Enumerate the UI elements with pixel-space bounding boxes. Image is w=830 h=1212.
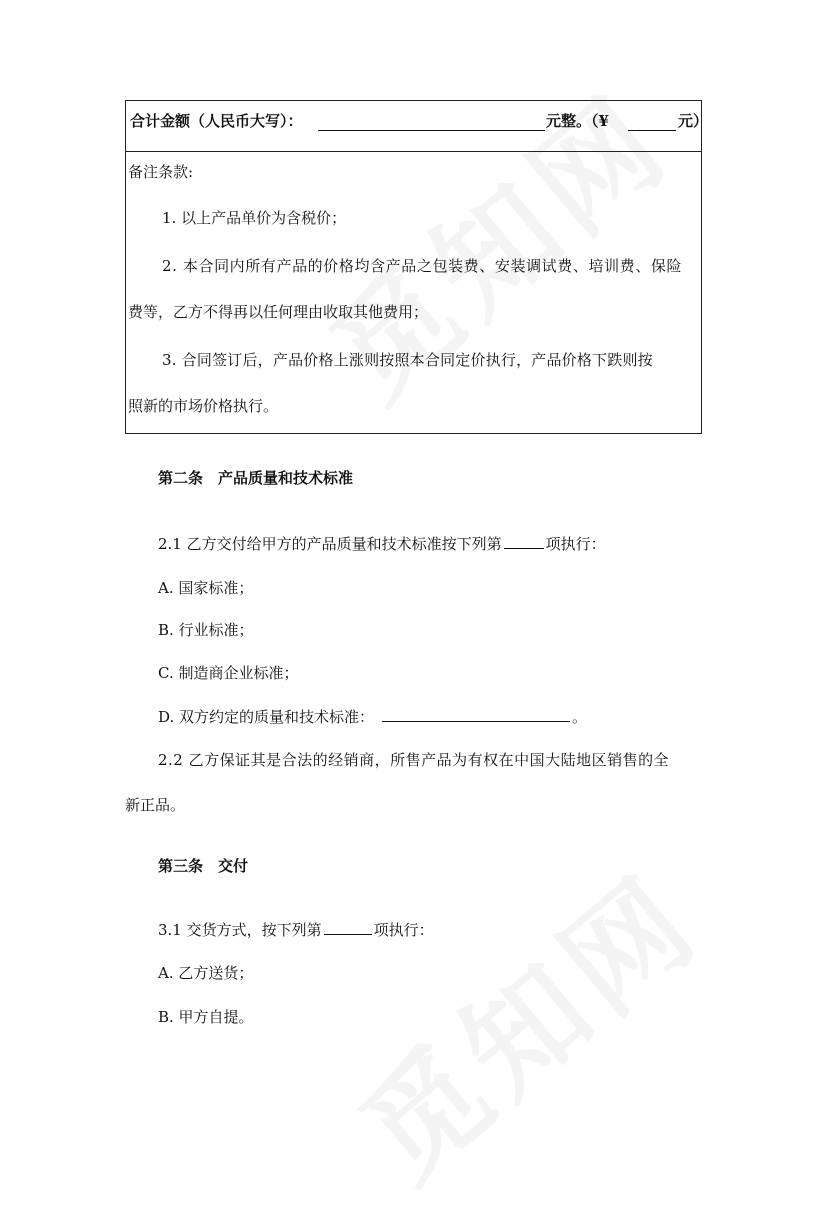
remark-2-cont: 费等，乙方不得再以任何理由收取其他费用； [128, 303, 429, 321]
option-a: A. 国家标准； [158, 579, 254, 597]
pricing-table [125, 100, 709, 434]
total-amount-words-blank[interactable] [318, 130, 545, 131]
total-amount-yen-blank[interactable] [628, 130, 676, 131]
total-amount-end: 元） [678, 112, 709, 130]
remark-3-cont: 照新的市场价格执行。 [128, 397, 279, 415]
clause-2-2-cont: 新正品。 [125, 796, 186, 814]
total-amount-label: 合计金额（人民币大写）： [130, 112, 303, 130]
clause-2-1 [158, 533, 606, 554]
total-amount-suffix: 元整。（¥ [546, 112, 609, 130]
watermark-bottom [320, 829, 729, 1211]
clause-2-1-text-end: 项执行： [545, 535, 606, 553]
delivery-option-a: A. 乙方送货； [158, 964, 254, 982]
total-amount-row [126, 101, 709, 152]
clause-3-1-text: 3.1 交货方式，按下列第 [158, 921, 322, 939]
article-3-title: 第三条 交付 [158, 857, 249, 875]
clause-3-1 [158, 919, 434, 940]
clause-2-1-blank[interactable] [504, 548, 544, 549]
remark-1: 1. 以上产品单价为含税价； [162, 209, 347, 227]
clause-3-1-text-end: 项执行： [373, 921, 434, 939]
delivery-option-b: B. 甲方自提。 [158, 1008, 254, 1026]
clause-2-1-text: 2.1 乙方交付给甲方的产品质量和技术标准按下列第 [158, 535, 502, 553]
article-2-title: 第二条 产品质量和技术标准 [158, 469, 354, 487]
option-d-text: D. 双方约定的质量和技术标准： [158, 708, 375, 726]
remark-2: 2. 本合同内所有产品的价格均含产品之包装费、安装调试费、培训费、保险 [162, 257, 683, 275]
option-d [158, 706, 587, 727]
clause-2-2: 2.2 乙方保证其是合法的经销商，所售产品为有权在中国大陆地区销售的全 [158, 751, 670, 769]
remark-3: 3. 合同签订后，产品价格上涨则按照本合同定价执行，产品价格下跌则按 [162, 351, 653, 369]
clause-3-1-blank[interactable] [324, 934, 372, 935]
option-d-end: 。 [572, 708, 588, 726]
option-d-blank[interactable] [382, 721, 570, 722]
option-b: B. 行业标准； [158, 621, 254, 639]
remarks-title: 备注条款: [128, 163, 194, 181]
option-c: C. 制造商企业标准； [158, 664, 299, 682]
